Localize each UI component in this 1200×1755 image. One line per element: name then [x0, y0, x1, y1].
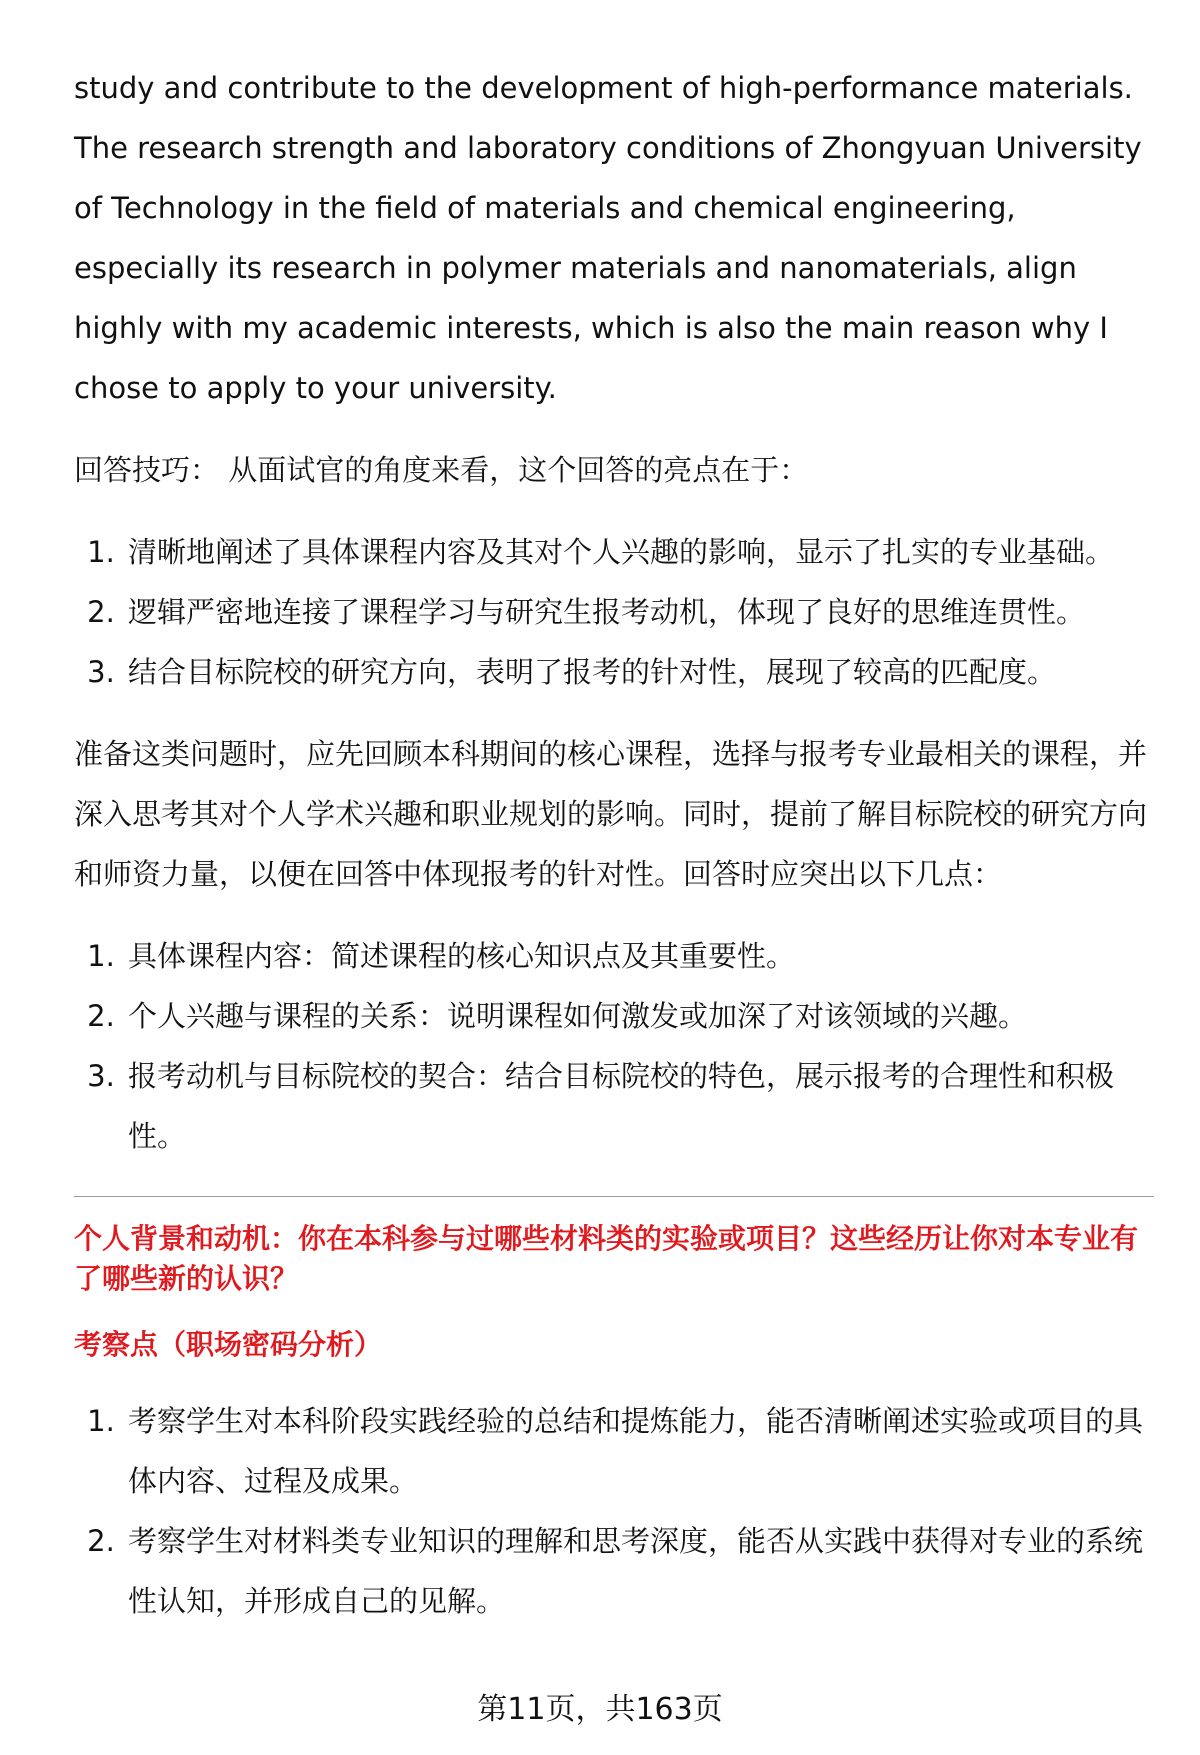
list-item: 2. 个人兴趣与课程的关系：说明课程如何激发或加深了对该领域的兴趣。	[87, 999, 1028, 1033]
list-item: 1. 具体课程内容：简述课程的核心知识点及其重要性。	[87, 939, 796, 973]
list-item: 2. 逻辑严密地连接了课程学习与研究生报考动机，体现了良好的思维连贯性。	[87, 595, 1086, 629]
continued-paragraph: study and contribute to the development of high-performance materials. The research strength and laboratory conditions of Zhongyuan University of Technology in the field of materials and chemical engineering, especially its research in polymer materials and nanomaterials, align highly with my academic interests, which is also the main reason why I chose to apply to your university.	[74, 71, 1142, 405]
list-item: 2. 考察学生对材料类专业知识的理解和思考深度，能否从实践中获得对专业的系统性认知，并形成自己的见解。	[87, 1524, 1144, 1618]
list-item: 1. 清晰地阐述了具体课程内容及其对个人兴趣的影响，显示了扎实的专业基础。	[87, 535, 1115, 569]
section-divider	[74, 1196, 1154, 1197]
list-item: 3. 报考动机与目标院校的契合：结合目标院校的特色，展示报考的合理性和积极性。	[87, 1059, 1115, 1153]
analysis-list	[74, 1391, 1154, 1631]
analysis-title: 考察点（职场密码分析）	[74, 1328, 383, 1361]
key-points-list	[74, 926, 1154, 1166]
document-body	[74, 58, 1154, 1631]
list-item: 1. 考察学生对本科阶段实践经验的总结和提炼能力，能否清晰阐述实验或项目的具体内容、过程及成果。	[87, 1404, 1144, 1498]
tips-intro: 回答技巧： 从面试官的角度来看，这个回答的亮点在于：	[74, 453, 809, 487]
question-title: 个人背景和动机：你在本科参与过哪些材料类的实验或项目？这些经历让你对本专业有了哪些新的认识？	[74, 1222, 1139, 1295]
prep-paragraph: 准备这类问题时，应先回顾本科期间的核心课程，选择与报考专业最相关的课程，并深入思考其对个人学术兴趣和职业规划的影响。同时，提前了解目标院校的研究方向和师资力量，以便在回答中体现报考的针对性。回答时应突出以下几点：	[74, 737, 1148, 891]
highlights-list	[74, 522, 1154, 702]
page-number-footer: 第11页，共163页	[477, 1692, 723, 1727]
list-item: 3. 结合目标院校的研究方向，表明了报考的针对性，展现了较高的匹配度。	[87, 655, 1057, 689]
